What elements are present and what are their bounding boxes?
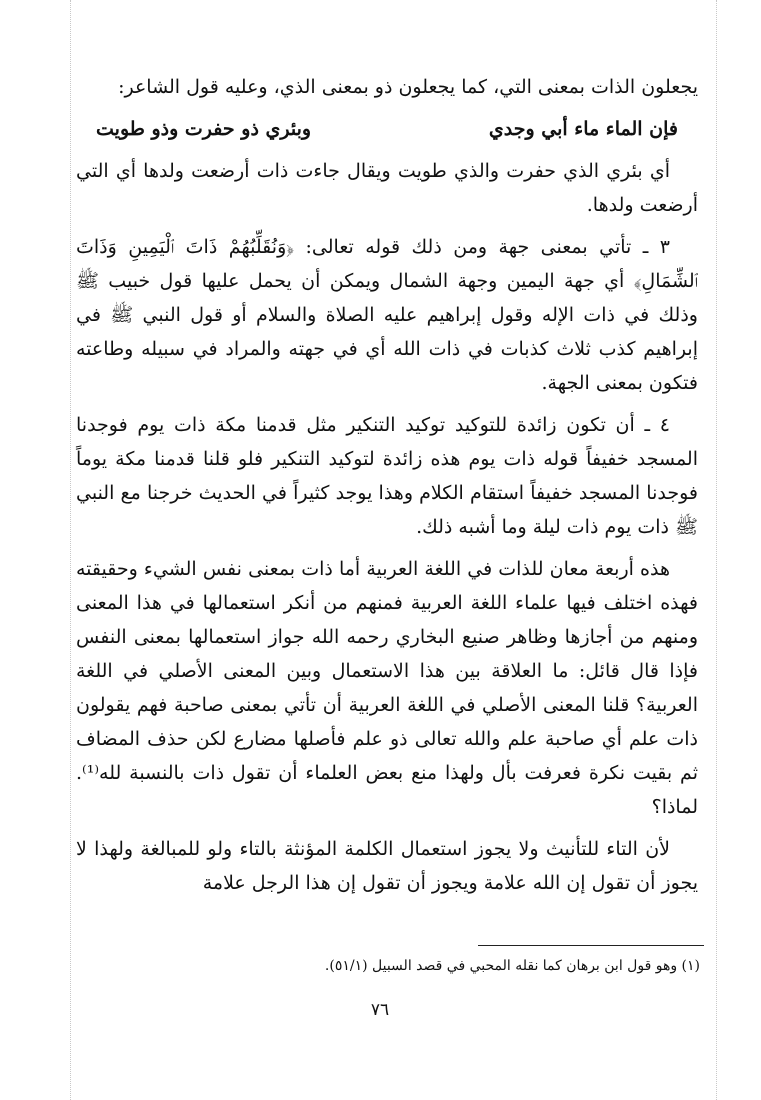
paragraph-6: لأن التاء للتأنيث ولا يجوز استعمال الكلمة المؤنثة بالتاء ولو للمبالغة ولهذا لا يجوز أن تقول إن الله علامة ويجوز أن تقول إن هذا الرجل علامة bbox=[76, 838, 698, 894]
body-text bbox=[76, 70, 698, 908]
paragraph-1: يجعلون الذات بمعنى التي، كما يجعلون ذو بمعنى الذي، وعليه قول الشاعر: bbox=[118, 76, 698, 98]
paragraph-3: ٣ ـ تأتي بمعنى جهة ومن ذلك قوله تعالى: ﴿وَنُقَلِّبُهُمْ ذَاتَ ٱلْيَمِينِ وَذَاتَ ٱلشِّمَالِ﴾ أي جهة اليمين وجهة الشمال ويمكن أن يحمل عليها قول خبيب ﷺ وذلك في ذات الإله وقول إبراهيم عليه الصلاة والسلام أو قول النبي ﷺ في إبراهيم كذب ثلاث كذبات في ذات الله أي في جهته والمراد في سبيله وطاعته فتكون بمعنى الجهة. bbox=[76, 236, 698, 394]
page-number: ٧٦ bbox=[370, 1000, 390, 1020]
poem-verse bbox=[76, 112, 698, 146]
right-margin-guide bbox=[716, 0, 717, 1100]
left-margin-guide bbox=[70, 0, 71, 1100]
paragraph-4: ٤ ـ أن تكون زائدة للتوكيد توكيد التنكير مثل قدمنا مكة ذات يوم فوجدنا المسجد خفيفاً قوله ذات يوم هذه زائدة لتوكيد التنكير فلو قلنا قدمنا مكة يوماً فوجدنا المسجد خفيفاً استقام الكلام وهذا يوجد كثيراً في الحديث خرجنا مع النبي ﷺ ذات يوم ذات ليلة وما أشبه ذلك. bbox=[76, 414, 698, 538]
paragraph-5: هذه أربعة معان للذات في اللغة العربية أما ذات بمعنى نفس الشيء وحقيقته فهذه اختلف فيها علماء اللغة العربية فمنهم من أنكر استعمالها في هذا المعنى ومنهم من أجازها وظاهر صنيع البخاري رحمه الله جواز استعمالها بمعنى النفس فإذا قال قائل: ما العلاقة بين هذا الاستعمال وبين المعنى الأصلي في اللغة العربية؟ قلنا المعنى الأصلي في اللغة العربية أن تأتي بمعنى صاحبة فهم يقولون ذات علم أي صاحبة علم والله تعالى ذو علم فأصلها مضارع لكن حذف المضاف ثم بقيت نكرة فعرفت بأل ولهذا منع بعض العلماء أن تقول ذات بالنسبة لله⁽¹⁾. لماذا؟ bbox=[76, 558, 698, 818]
footnote-divider bbox=[478, 945, 704, 946]
verse-second-half: وبئري ذو حفرت وذو طويت bbox=[96, 118, 312, 140]
paragraph-2: أي بئري الذي حفرت والذي طويت ويقال جاءت ذات أرضعت ولدها أي التي أرضعت ولدها. bbox=[76, 160, 698, 216]
footnote: (١) وهو قول ابن برهان كما نقله المحبي في قصد السبيل (٥١/١). bbox=[324, 958, 700, 974]
verse-first-half: فإن الماء ماء أبي وجدي bbox=[488, 118, 678, 140]
